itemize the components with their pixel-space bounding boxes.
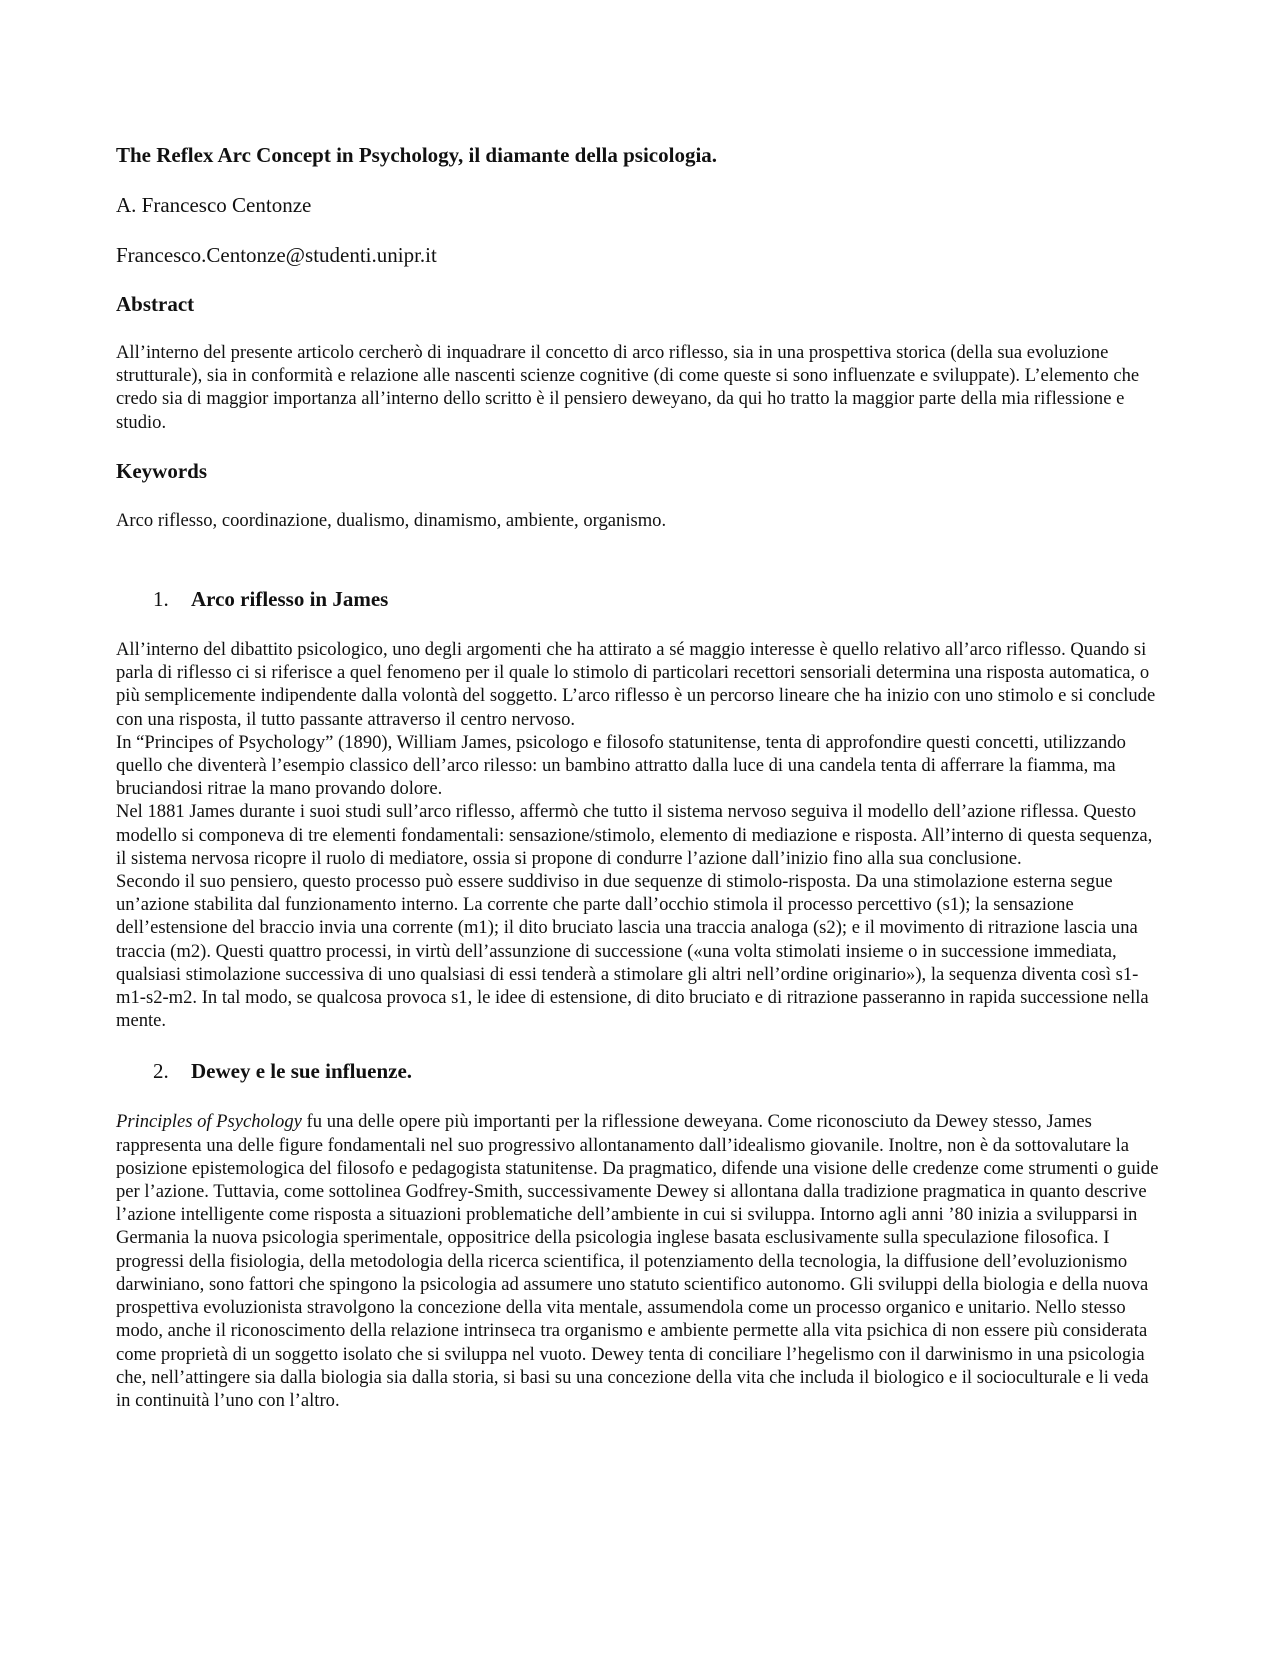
section-2-number: 2. [153,1059,169,1084]
section-1-paragraph: Secondo il suo pensiero, questo processo può essere suddiviso in due sequenze di stimolo-risposta. Da una stimolazione esterna segue un’azione stabilita dal funzionamento interno. La corrente che parte dall’occhio stimola il processo percettivo (s1); la sensazione dell’estensione del braccio invia una corrente (m1); il dito bruciato lascia una traccia analoga (s2); e il movimento di ritrazione lascia una traccia (m2). Questi quattro processi, in virtù dell’assunzione di successione («una volta stimolati insieme o in successione immediata, qualsiasi stimolazione successiva di uno qualsiasi di essi tenderà a stimolare gli altri nell’ordine originario»), la sequenza diventa così s1-m1-s2-m2. In tal modo, se qualcosa provoca s1, le idee di estensione, di dito bruciato e di ritrazione passeranno in rapida successione nella mente. [116,871,1149,1032]
paper-title: The Reflex Arc Concept in Psychology, il diamante della psicologia. [116,143,718,167]
author-name: A. Francesco Centonze [116,193,312,217]
abstract-text: All’interno del presente articolo cercherò di inquadrare il concetto di arco riflesso, sia in una prospettiva storica (della sua evoluzione strutturale), sia in conformità e relazione alle nascenti scienze cognitive (di come queste si sono influenzate e sviluppate). L’elemento che credo sia di maggior importanza all’interno dello scritto è il pensiero deweyano, da qui ho tratto la maggior parte della mia riflessione e studio. [116,342,1140,433]
section-2-heading [116,1056,1160,1086]
section-2-title: Dewey e le sue influenze. [191,1059,413,1084]
section-2-body [116,1110,1160,1412]
abstract-heading: Abstract [116,292,195,316]
keywords-text: Arco riflesso, coordinazione, dualismo, dinamismo, ambiente, organismo. [116,509,667,531]
section-1-paragraph: Nel 1881 James durante i suoi studi sull’arco riflesso, affermò che tutto il sistema nervoso seguiva il modello dell’azione riflessa. Questo modello si componeva di tre elementi fondamentali: sensazione/stimolo, elemento di mediazione e risposta. All’interno di questa sequenza, il sistema nervosa ricopre il ruolo di mediatore, ossia si propone di condurre l’azione dall’inizio fino alla sua conclusione. [116,801,1153,869]
section-1-paragraph: All’interno del dibattito psicologico, uno degli argomenti che ha attirato a sé maggio interesse è quello relativo all’arco riflesso. Quando si parla di riflesso ci si riferisce a quel fenomeno per il quale lo stimolo di particolari recettori sensoriali determina una risposta automatica, o più semplicemente indipendente dalla volontà del soggetto. L’arco riflesso è un percorso lineare che ha inizio con uno stimolo e si conclude con una risposta, il tutto passante attraverso il centro nervoso. [116,639,1156,730]
book-title-italic: Principles of Psychology [116,1111,302,1133]
section-1-title: Arco riflesso in James [191,587,389,612]
document-page [116,140,1160,1412]
section-1-number: 1. [153,587,169,612]
keywords-heading: Keywords [116,458,207,483]
section-1-paragraph: In “Principes of Psychology” (1890), William James, psicologo e filosofo statunitense, tenta di approfondire questi concetti, utilizzando quello che diventerà l’esempio classico dell’arco rilesso: un bambino attratto dalla luce di una candela tenta di afferrare la fiamma, ma bruciandosi ritrae la mano provando dolore. [116,731,1126,800]
section-1-body [116,638,1160,1032]
section-1-heading [116,584,1160,614]
author-email: Francesco.Centonze@studenti.unipr.it [116,243,437,267]
section-2-paragraph: fu una delle opere più importanti per la riflessione deweyana. Come riconosciuto da Dewey stesso, James rappresenta una delle figure fondamentali nel suo progressivo allontanamento dall’idealismo giovanile. Inoltre, non è da sottovalutare la posizione epistemologica del filosofo e pedagogista statunitense. Da pragmatico, difende una visione delle credenze come strumenti o guide per l’azione. Tuttavia, come sottolinea Godfrey-Smith, successivamente Dewey si allontana dalla tradizione pragmatica in quanto descrive l’azione intelligente come risposta a situazioni problematiche dell’ambiente in cui si sviluppa. Intorno agli anni ’80 inizia a svilupparsi in Germania la nuova psicologia sperimentale, oppositrice della psicologia inglese basata esclusivamente sulla speculazione filosofica. I progressi della fisiologia, della metodologia della ricerca scientifica, il potenziamento della tecnologia, la diffusione dell’evoluzionismo darwiniano, sono fattori che spingono la psicologia ad assumere uno statuto scientifico autonomo. Gli sviluppi della biologia e della nuova prospettiva evoluzionista stravolgono la concezione della vita mentale, assumendola come un processo organico e unitario. Nello stesso modo, anche il riconoscimento della relazione intrinseca tra organismo e ambiente permette alla vita psichica di non essere più considerata come proprietà di un soggetto isolato che si sviluppa nel vuoto. Dewey tenta di conciliare l’hegelismo con il darwinismo in una psicologia che, nell’attingere sia dalla biologia sia dalla storia, si basi su una concezione della vita che includa il biologico e il socioculturale e li veda in continuità l’uno con l’altro. [116,1111,1159,1411]
